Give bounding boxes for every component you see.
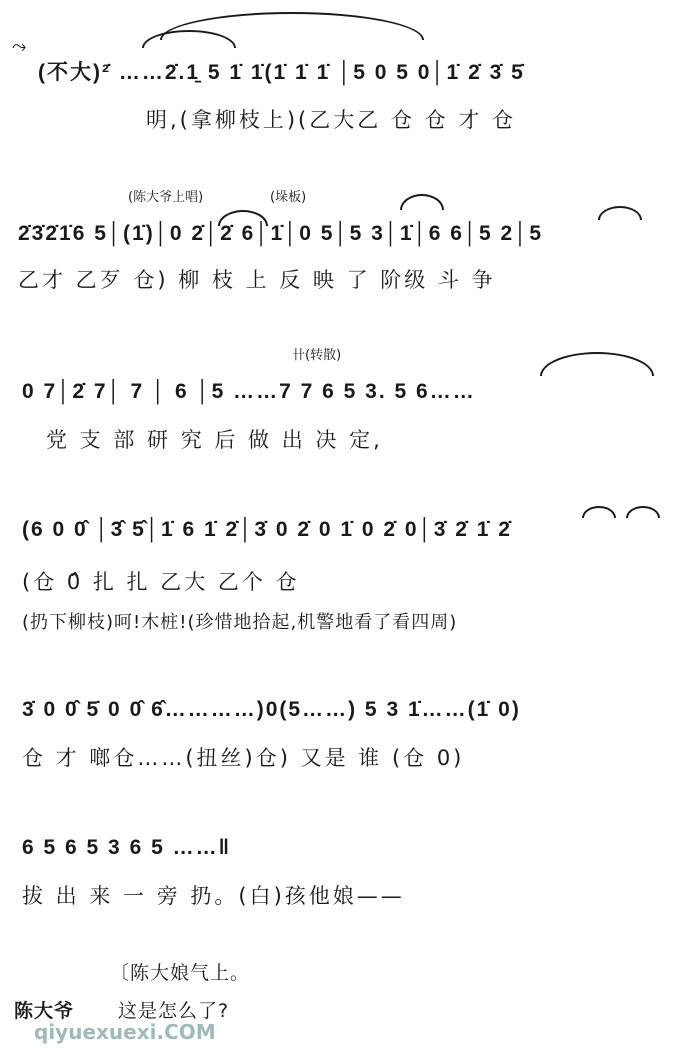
lyrics-row-4: (仓 0̂ 扎 扎 乙大 乙个 仓 (22, 570, 300, 594)
notation-row-4: (6 0 0̂ │3̂ 5̂│1̇ 6 1̇ 2̇│3̇ 0 2̇ 0 1̇ 0 2̇ 0│3̇ 2̇ 1̇ 2̇ (22, 518, 512, 541)
annotation-tempo-change: 卄(转散) (292, 348, 342, 363)
arrow-icon: ⤳ (12, 36, 27, 57)
lyrics-row-1: 明,(拿柳枝上)(乙大乙 仓 仓 才 仓 (146, 108, 516, 132)
notation-row-3: 0 7│2̇ 7│ 7 │ 6 │5 ……7 7 6 5 3. 5 6…… (22, 380, 476, 403)
slur-arc (598, 206, 642, 220)
notation-row-2: 2̇3̇2̇1̇6 5│(1̇)│0 2̇│2̇ 6│1̇│0 5│5 3│1̇│6 6│5 2│5 (18, 222, 544, 245)
dialogue-line: 这是怎么了? (118, 1000, 230, 1022)
lyrics-row-5: 仓 才 啷仓……(扭丝)仓) 又是 谁 (仓 0) (22, 746, 465, 770)
notation-row-5: 3̇ 0 0̂ 5̇ 0 0̂ 6̂…………)0(5……) 5 3 1̇……(1̇ 0) (22, 698, 521, 721)
slur-arc (540, 352, 654, 376)
annotation-tempo: (垛板) (270, 190, 307, 205)
stage-direction-entrance: 〔陈大娘气上。 (110, 962, 251, 984)
site-watermark: qiyuexuexi.COM (34, 1020, 216, 1044)
lyrics-row-6: 拔 出 来 一 旁 扔。(白)孩他娘—— (22, 884, 405, 908)
speaker-name: 陈大爷 (14, 1000, 75, 1022)
slur-arc (400, 194, 444, 210)
lyrics-row-3: 党 支 部 研 究 后 做 出 决 定, (46, 428, 383, 452)
annotation-singer: (陈大爷上唱) (128, 190, 204, 205)
stage-direction-row-4: (扔下柳枝)呵!木桩!(珍惜地拾起,机警地看了看四周) (22, 612, 458, 633)
slur-arc (582, 506, 616, 518)
notation-row-1: (不大)²̇ ……2̇.1̱ 5 1̇ 1̇(1̇ 1̇ 1̇ │5 0 5 0│1̇ 2̇ 3̇ 5̇ (38, 61, 525, 84)
slur-arc (160, 12, 424, 40)
lyrics-row-2: 乙才 乙歹 仓) 柳 枝 上 反 映 了 阶级 斗 争 (18, 268, 496, 292)
slur-arc (626, 506, 660, 518)
notation-row-6: 6 5 6 5 3 6 5 ……‖ (22, 836, 232, 859)
